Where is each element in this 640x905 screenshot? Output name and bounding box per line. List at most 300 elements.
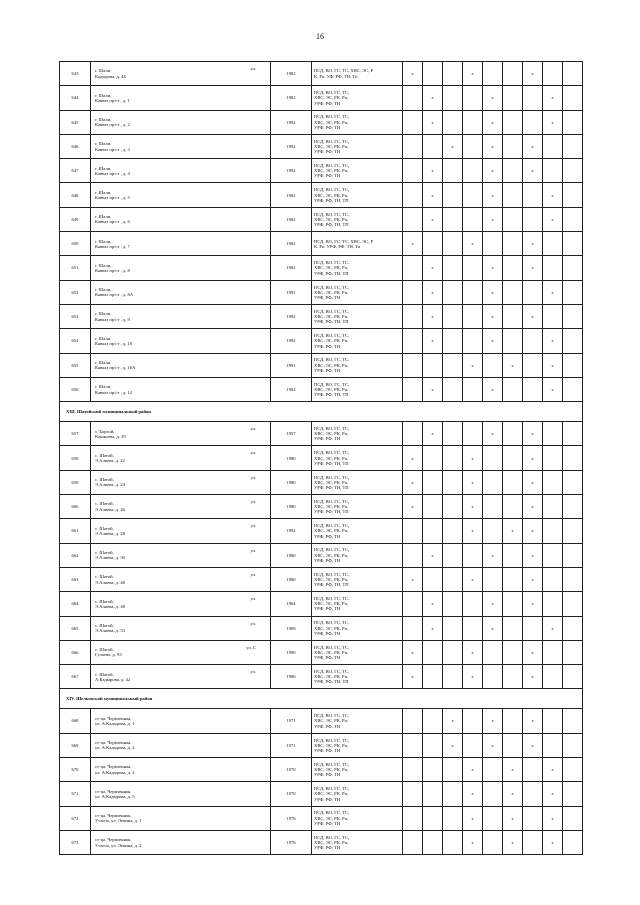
mark-cell	[463, 256, 483, 280]
mark-cell: x	[483, 207, 503, 231]
mark-cell	[463, 86, 483, 110]
mark-cell	[523, 207, 543, 231]
mark-cell: x	[483, 134, 503, 158]
address-line: Э.Алиева, д. 26	[95, 506, 125, 512]
mark-cell: x	[483, 86, 503, 110]
address-cell	[91, 232, 271, 256]
address-line: Кавказ пр/ст , д. 6	[95, 219, 130, 225]
row-number: 659	[60, 470, 91, 494]
address-line: ул. А.Кадырова, д. 4	[95, 769, 135, 775]
systems-line: ПСД, ВО, ГС, ТС,	[314, 450, 350, 456]
mark-cell	[483, 782, 503, 806]
mark-cell: x	[423, 304, 443, 328]
mark-cell	[403, 422, 423, 446]
mark-cell	[503, 207, 523, 231]
table-row	[60, 709, 583, 733]
address-cell	[91, 830, 271, 854]
address-line: Кавказ пр/ст , д. 3	[95, 146, 130, 152]
mark-cell	[403, 329, 423, 353]
address-line: с. Шатой,	[95, 525, 114, 531]
mark-cell: x	[523, 422, 543, 446]
systems-cell	[312, 709, 403, 733]
mark-cell	[443, 183, 463, 207]
systems-line: ПСД, ВО, ГС, ТС,	[314, 786, 350, 792]
systems-line: ПСД, ВО, ГС, ТС,	[314, 761, 350, 767]
table-row	[60, 353, 583, 377]
systems-cell	[312, 280, 403, 304]
systems-cell	[312, 86, 403, 110]
mark-cell	[443, 806, 463, 830]
systems-line: ХВС, ЭС, РК, Рп,	[314, 552, 349, 558]
street-prefix: ул.	[250, 426, 256, 432]
mark-cell: x	[523, 159, 543, 183]
row-number: 670	[60, 758, 91, 782]
systems-cell	[312, 159, 403, 183]
mark-cell	[463, 159, 483, 183]
systems-cell	[312, 830, 403, 854]
address-line: г. Шали,	[95, 238, 112, 244]
mark-cell	[463, 304, 483, 328]
mark-cell	[543, 446, 563, 470]
housing-register-table	[59, 61, 583, 855]
address-line: г. Шали,	[95, 165, 112, 171]
mark-cell	[423, 495, 443, 519]
mark-cell	[503, 422, 523, 446]
mark-cell: x	[543, 616, 563, 640]
address-line: Э.Алиева, д. 24	[95, 482, 125, 488]
address-line: г. Шали,	[95, 262, 112, 268]
mark-cell	[563, 495, 583, 519]
mark-cell	[543, 592, 563, 616]
mark-cell: x	[543, 806, 563, 830]
table-row	[60, 446, 583, 470]
page-number: 16	[316, 32, 324, 41]
mark-cell	[503, 592, 523, 616]
mark-cell: x	[523, 232, 543, 256]
systems-line: ПСД, ВО, ГС, ТС,	[314, 211, 350, 217]
mark-cell: x	[523, 592, 543, 616]
mark-cell: x	[403, 470, 423, 494]
address-line: ст-ца. Червленная,	[95, 837, 132, 843]
systems-line: ПСД, ВО, ГС, ТС,	[314, 620, 350, 626]
mark-cell	[523, 353, 543, 377]
row-number: 649	[60, 207, 91, 231]
systems-cell	[312, 665, 403, 689]
systems-line: ХВС, ЭС, РК, Рп,	[314, 479, 349, 485]
mark-cell	[443, 830, 463, 854]
mark-cell	[443, 519, 463, 543]
address-line: ул. А.Кадырова, д. 5	[95, 793, 135, 799]
systems-line: ПСД, ВО, ГС, ТС,	[314, 737, 350, 743]
address-cell	[91, 304, 271, 328]
mark-cell	[443, 592, 463, 616]
table-row	[60, 207, 583, 231]
mark-cell	[523, 616, 543, 640]
mark-cell	[523, 183, 543, 207]
systems-line: УРФ, РФ, ТН	[314, 723, 341, 729]
mark-cell	[403, 733, 423, 757]
mark-cell	[503, 86, 523, 110]
mark-cell	[483, 567, 503, 591]
row-number: 643	[60, 62, 91, 86]
mark-cell	[403, 134, 423, 158]
build-year: 1980	[271, 567, 312, 591]
mark-cell: x	[483, 280, 503, 304]
mark-cell	[563, 567, 583, 591]
mark-cell	[563, 640, 583, 664]
mark-cell: x	[543, 86, 563, 110]
mark-cell	[563, 207, 583, 231]
systems-line: ХВС, ЭС, РК, Рп,	[314, 815, 349, 821]
row-number: 653	[60, 304, 91, 328]
address-line: с. Шатой,	[95, 647, 114, 653]
table-row	[60, 183, 583, 207]
street-prefix: ул.	[250, 596, 256, 602]
address-line: г. Шали,	[95, 384, 112, 390]
mark-cell: x	[423, 159, 443, 183]
mark-cell: x	[523, 640, 543, 664]
mark-cell: x	[403, 446, 423, 470]
row-number: 660	[60, 495, 91, 519]
build-year: 1982	[271, 62, 312, 86]
systems-cell	[312, 422, 403, 446]
systems-cell	[312, 616, 403, 640]
systems-line: УРФ, РФ, ТН	[314, 820, 341, 826]
mark-cell	[403, 377, 423, 401]
address-cell	[91, 806, 271, 830]
systems-cell	[312, 377, 403, 401]
mark-cell	[503, 640, 523, 664]
build-year: 1982	[271, 134, 312, 158]
mark-cell: x	[443, 733, 463, 757]
mark-cell	[543, 470, 563, 494]
mark-cell	[563, 616, 583, 640]
table-row	[60, 519, 583, 543]
mark-cell	[403, 782, 423, 806]
systems-line: УРФ, РФ, ТН, ТП	[314, 222, 349, 228]
table-row	[60, 543, 583, 567]
address-line: г. Шали,	[95, 335, 112, 341]
build-year: 1982	[271, 159, 312, 183]
mark-cell	[443, 470, 463, 494]
build-year: 1982	[271, 377, 312, 401]
mark-cell: x	[543, 329, 563, 353]
address-line: ул. А.Кадырова, д. 1	[95, 721, 135, 727]
mark-cell	[523, 110, 543, 134]
build-year: 1970	[271, 758, 312, 782]
mark-cell	[443, 86, 463, 110]
mark-cell: x	[483, 709, 503, 733]
mark-cell	[543, 422, 563, 446]
mark-cell	[563, 470, 583, 494]
mark-cell	[423, 519, 443, 543]
mark-cell: x	[443, 709, 463, 733]
row-number: 665	[60, 616, 91, 640]
mark-cell	[403, 256, 423, 280]
mark-cell: x	[503, 830, 523, 854]
mark-cell	[503, 329, 523, 353]
mark-cell: x	[543, 758, 563, 782]
systems-line: УРФ, РФ, ТН	[314, 173, 341, 179]
systems-line: УРФ, РФ, ТН	[314, 845, 341, 851]
systems-line: ХВС, ЭС, РК, Рп,	[314, 265, 349, 271]
mark-cell	[403, 110, 423, 134]
mark-cell: x	[523, 567, 543, 591]
systems-line: ПСД, ВО, ГС, ТС,	[314, 284, 350, 290]
mark-cell: x	[423, 86, 443, 110]
systems-line: ПСД, ВО, ГС, ТС,	[314, 333, 350, 339]
mark-cell	[443, 758, 463, 782]
address-cell	[91, 329, 271, 353]
table-row	[60, 110, 583, 134]
mark-cell	[463, 110, 483, 134]
mark-cell	[523, 329, 543, 353]
address-line: Кавказ пр/ст , д. 8А	[95, 292, 134, 298]
address-line: Гулаева, д. 93	[95, 652, 122, 658]
address-cell	[91, 782, 271, 806]
systems-line: ХВС, ЭС, РК, Рп,	[314, 576, 349, 582]
table-row	[60, 495, 583, 519]
systems-cell	[312, 110, 403, 134]
mark-cell: x	[543, 830, 563, 854]
section-title: XIV. Шелковской муниципальный район	[60, 689, 583, 709]
mark-cell	[403, 758, 423, 782]
mark-cell	[463, 616, 483, 640]
address-line: Э.Алиева, д. 46	[95, 579, 125, 585]
systems-line: ПСД, ВО, ГС, ТС,	[314, 308, 350, 314]
mark-cell: x	[523, 665, 543, 689]
mark-cell	[503, 377, 523, 401]
address-line: Э.Алиева, д. 30	[95, 555, 125, 561]
build-year: 1980	[271, 446, 312, 470]
mark-cell	[463, 733, 483, 757]
mark-cell	[403, 616, 423, 640]
mark-cell	[503, 110, 523, 134]
systems-line: ПСД, ВО, ГС, ТС,	[314, 114, 350, 120]
mark-cell: x	[523, 446, 543, 470]
systems-line: ПСД, ВО, ГС, ТС,	[314, 474, 350, 480]
mark-cell	[463, 329, 483, 353]
mark-cell	[443, 665, 463, 689]
systems-line: УРФ, РФ, ТН, ТП	[314, 485, 349, 490]
systems-cell	[312, 567, 403, 591]
row-number: 657	[60, 422, 91, 446]
systems-cell	[312, 232, 403, 256]
systems-line: УРФ, РФ, ТН, ТП	[314, 582, 349, 588]
row-number: 650	[60, 232, 91, 256]
systems-line: УРФ, РФ, ТН	[314, 655, 341, 661]
mark-cell: x	[423, 256, 443, 280]
row-number: 656	[60, 377, 91, 401]
mark-cell: x	[483, 543, 503, 567]
mark-cell	[403, 353, 423, 377]
address-cell	[91, 470, 271, 494]
systems-line: УРФ, РФ, ТН, ТП	[314, 509, 349, 515]
systems-line: ПСД, ВО, ГС, ТС,	[314, 357, 350, 363]
mark-cell: x	[463, 640, 483, 664]
mark-cell	[503, 134, 523, 158]
systems-line: ХВС, ЭС, РК, Рп,	[314, 431, 349, 437]
mark-cell: x	[543, 782, 563, 806]
mark-cell	[483, 446, 503, 470]
mark-cell	[483, 495, 503, 519]
mark-cell: x	[483, 256, 503, 280]
mark-cell	[483, 640, 503, 664]
table-row	[60, 377, 583, 401]
address-cell	[91, 519, 271, 543]
systems-line: УРФ, РФ, ТН	[314, 557, 341, 563]
mark-cell	[403, 280, 423, 304]
table-row	[60, 758, 583, 782]
address-cell	[91, 377, 271, 401]
mark-cell	[403, 830, 423, 854]
mark-cell: x	[483, 733, 503, 757]
mark-cell	[483, 806, 503, 830]
mark-cell	[463, 183, 483, 207]
mark-cell	[443, 232, 463, 256]
mark-cell	[443, 446, 463, 470]
street-prefix: ул.	[250, 523, 256, 529]
mark-cell	[563, 159, 583, 183]
mark-cell	[543, 543, 563, 567]
mark-cell	[563, 758, 583, 782]
build-year: 1980	[271, 470, 312, 494]
address-line: г. Шали,	[95, 214, 112, 220]
section-header-row	[60, 689, 583, 709]
systems-line: ХВС, ЭС, РК, Рп,	[314, 168, 349, 174]
street-prefix: ул.	[250, 450, 256, 456]
mark-cell	[443, 782, 463, 806]
mark-cell	[403, 183, 423, 207]
systems-line: ХВС, ЭС, РК, Рп,	[314, 674, 349, 680]
build-year: 1970	[271, 782, 312, 806]
systems-line: ХВС, ЭС, РК, Рп,	[314, 528, 349, 534]
address-line: г. Шали,	[95, 311, 112, 317]
mark-cell: x	[523, 304, 543, 328]
build-year: 1982	[271, 519, 312, 543]
street-prefix: ул. С	[246, 644, 256, 650]
address-line: ул. А.Кадырова, д. 2	[95, 745, 135, 751]
address-line: ст-ца. Червленная,	[95, 813, 132, 819]
mark-cell	[563, 519, 583, 543]
systems-cell	[312, 470, 403, 494]
mark-cell: x	[423, 207, 443, 231]
build-year: 1969	[271, 616, 312, 640]
table-row	[60, 422, 583, 446]
address-line: Кавказ пр/ст , д. 1	[95, 97, 130, 103]
mark-cell	[443, 304, 463, 328]
mark-cell	[423, 232, 443, 256]
address-line: Кошкоева, д. 29	[95, 433, 126, 439]
mark-cell	[543, 232, 563, 256]
mark-cell	[503, 567, 523, 591]
systems-line: УРФ, РФ, ТН, ТП	[314, 270, 349, 276]
systems-cell	[312, 806, 403, 830]
mark-cell	[463, 280, 483, 304]
address-line: г. Шали,	[95, 92, 112, 98]
build-year: 1976	[271, 830, 312, 854]
mark-cell	[423, 782, 443, 806]
row-number: 663	[60, 567, 91, 591]
systems-line: ПСД, ВО, ГС, ТС,	[314, 523, 350, 529]
table-row	[60, 616, 583, 640]
address-cell	[91, 62, 271, 86]
systems-line: ХВС, ЭС, РК, Рп,	[314, 718, 349, 724]
mark-cell	[563, 592, 583, 616]
build-year: 1986	[271, 665, 312, 689]
mark-cell	[483, 519, 503, 543]
address-cell	[91, 665, 271, 689]
row-number: 646	[60, 134, 91, 158]
mark-cell: x	[403, 665, 423, 689]
systems-line: ПСД, ВО, ГС, ТС, ХВС, ЭС, Р	[314, 68, 374, 74]
mark-cell	[443, 495, 463, 519]
address-cell	[91, 616, 271, 640]
systems-line: ХВС, ЭС, РК, Рп,	[314, 742, 349, 748]
address-line: Кавказ пр/ст , д. 2	[95, 122, 130, 128]
systems-line: ПСД, ВО, ГС, ТС,	[314, 498, 350, 504]
systems-line: УРФ, РФ, ТН	[314, 100, 341, 106]
street-prefix: ул.	[250, 474, 256, 480]
mark-cell	[563, 733, 583, 757]
systems-line: ПСД, ВО, ГС, ТС,	[314, 596, 350, 602]
mark-cell	[503, 62, 523, 86]
mark-cell	[443, 353, 463, 377]
mark-cell: x	[423, 592, 443, 616]
address-cell	[91, 733, 271, 757]
address-line: Кавказ пр/ст , д. 5	[95, 195, 130, 201]
mark-cell	[423, 640, 443, 664]
address-line: Кавказ пр/ст , д. 10	[95, 340, 133, 346]
mark-cell: x	[423, 422, 443, 446]
mark-cell: x	[503, 353, 523, 377]
mark-cell	[403, 806, 423, 830]
mark-cell: x	[543, 110, 563, 134]
mark-cell	[463, 592, 483, 616]
mark-cell	[523, 830, 543, 854]
mark-cell: x	[523, 470, 543, 494]
build-year: 1971	[271, 733, 312, 757]
systems-line: ПСД, ВО, ГС, ТС,	[314, 260, 350, 266]
build-year: 1982	[271, 304, 312, 328]
address-cell	[91, 422, 271, 446]
mark-cell	[563, 110, 583, 134]
systems-cell	[312, 256, 403, 280]
mark-cell	[503, 616, 523, 640]
mark-cell: x	[463, 782, 483, 806]
mark-cell: x	[503, 758, 523, 782]
mark-cell: x	[543, 377, 563, 401]
row-number: 673	[60, 830, 91, 854]
address-cell	[91, 134, 271, 158]
address-cell	[91, 758, 271, 782]
mark-cell: x	[463, 830, 483, 854]
systems-line: ХВС, ЭС, РК, Рп,	[314, 216, 349, 222]
mark-cell: x	[403, 62, 423, 86]
build-year: 1982	[271, 183, 312, 207]
systems-line: УРФ, РФ, ТН	[314, 294, 341, 300]
mark-cell	[503, 159, 523, 183]
street-prefix: ул.	[250, 499, 256, 505]
systems-line: ХВС, ЭС, РК, Рп,	[314, 386, 349, 392]
mark-cell: x	[503, 782, 523, 806]
address-cell	[91, 159, 271, 183]
mark-cell: x	[543, 207, 563, 231]
table-row	[60, 592, 583, 616]
mark-cell: x	[523, 733, 543, 757]
address-cell	[91, 353, 271, 377]
table-row	[60, 733, 583, 757]
